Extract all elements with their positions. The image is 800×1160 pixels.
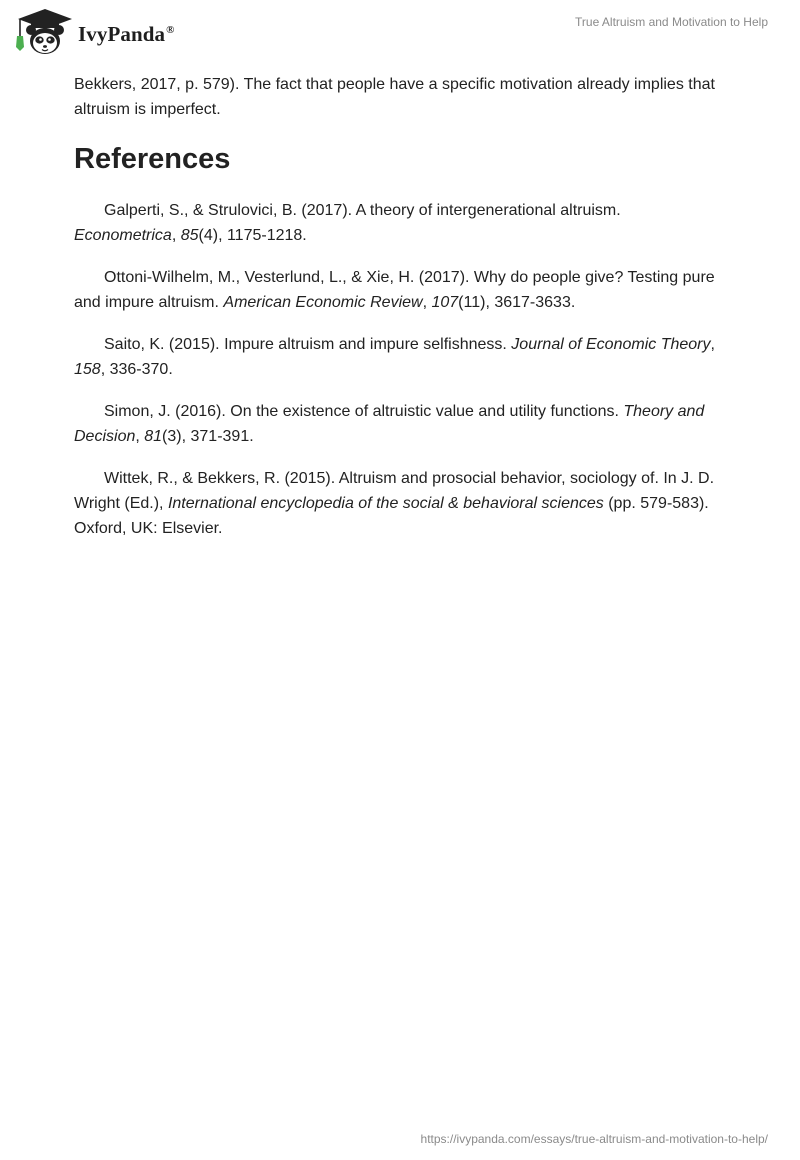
references-heading: References — [74, 143, 231, 175]
document-body — [74, 72, 724, 558]
panda-graduation-cap-icon — [14, 8, 76, 58]
reference-item: Wittek, R., & Bekkers, R. (2015). Altruism and prosocial behavior, sociology of. In J. D. Wright (Ed.), International encyclopedia of the social & behavioral sciences (pp. 579-583). Oxford, UK: Elsevier. — [74, 470, 715, 537]
reference-item: Galperti, S., & Strulovici, B. (2017). A theory of intergenerational altruism. Econometrica, 85(4), 1175-1218. — [74, 202, 621, 244]
source-url[interactable]: https://ivypanda.com/essays/true-altruism-and-motivation-to-help/ — [420, 1132, 768, 1146]
ivypanda-logo[interactable] — [14, 8, 175, 58]
running-title: True Altruism and Motivation to Help — [575, 15, 768, 29]
reference-item: Saito, K. (2015). Impure altruism and impure selfishness. Journal of Economic Theory, 158, 336-370. — [74, 336, 715, 378]
brand-name: IvyPanda® — [78, 21, 175, 46]
reference-item: Simon, J. (2016). On the existence of altruistic value and utility functions. Theory and Decision, 81(3), 371-391. — [74, 403, 705, 445]
reference-item: Ottoni-Wilhelm, M., Vesterlund, L., & Xie, H. (2017). Why do people give? Testing pure and impure altruism. American Economic Review, 107(11), 3617-3633. — [74, 269, 715, 311]
page-header — [0, 0, 800, 70]
intro-paragraph: Bekkers, 2017, p. 579). The fact that people have a specific motivation already implies that altruism is imperfect. — [74, 76, 715, 118]
